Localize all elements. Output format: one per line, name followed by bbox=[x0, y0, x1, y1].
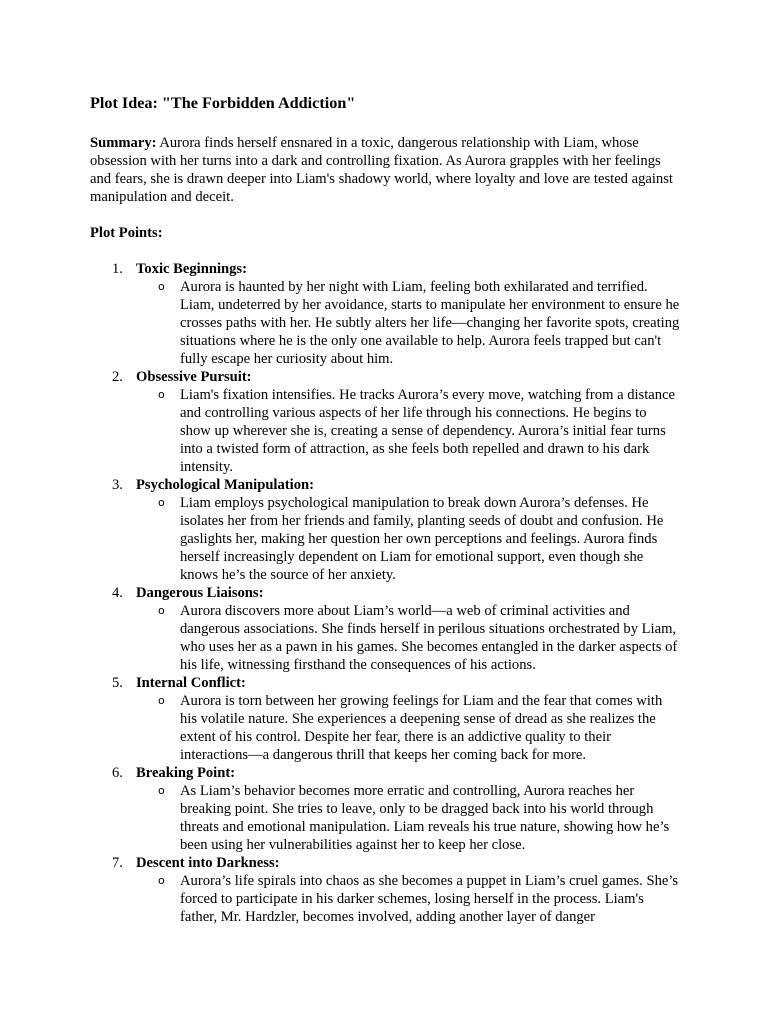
plot-point-detail bbox=[136, 782, 680, 854]
plot-point-text: Liam's fixation intensifies. He tracks Aurora’s every move, watching from a distance and controlling various aspects of her life through his connections. He begins to show up wherever she is, creating a sense of dependency. Aurora’s initial fear turns into a twisted form of attraction, as she feels both repelled and drawn to his dark intensity. bbox=[180, 387, 676, 475]
plot-points-heading: Plot Points: bbox=[90, 225, 163, 241]
plot-point-title: Internal Conflict: bbox=[136, 675, 246, 691]
plot-point-2 bbox=[90, 368, 680, 476]
circle-bullet-icon: o bbox=[158, 388, 165, 401]
plot-point-number: 2. bbox=[112, 369, 123, 385]
circle-bullet-icon: o bbox=[158, 604, 165, 617]
plot-point-details bbox=[136, 782, 680, 854]
plot-point-title: Obsessive Pursuit: bbox=[136, 369, 252, 385]
plot-point-number: 5. bbox=[112, 675, 123, 691]
plot-point-text: Aurora discovers more about Liam’s world—a web of criminal activities and dangerous associations. She finds herself in perilous situations orchestrated by Liam, who uses her as a pawn in his games. She becomes entangled in the darker aspects of his life, witnessing firsthand the consequences of his actions. bbox=[180, 603, 678, 673]
circle-bullet-icon: o bbox=[158, 784, 165, 797]
plot-point-number: 3. bbox=[112, 477, 123, 493]
plot-point-title: Breaking Point: bbox=[136, 765, 236, 781]
plot-point-text: Aurora’s life spirals into chaos as she becomes a puppet in Liam’s cruel games. She’s forced to participate in his darker schemes, losing herself in the process. Liam's father, Mr. Hardzler, becomes involved, adding another layer of danger bbox=[180, 873, 679, 925]
plot-point-number: 7. bbox=[112, 855, 123, 871]
plot-point-text: Aurora is torn between her growing feelings for Liam and the fear that comes with his volatile nature. She experiences a deepening sense of dread as she realizes the extent of his control. Despite her fear, there is an addictive quality to their interactions—a dangerous thrill that keeps her coming back for more. bbox=[180, 693, 663, 763]
plot-point-title: Toxic Beginnings: bbox=[136, 261, 247, 277]
plot-point-title: Dangerous Liaisons: bbox=[136, 585, 264, 601]
plot-point-details bbox=[136, 386, 680, 476]
plot-point-details bbox=[136, 602, 680, 674]
plot-point-details bbox=[136, 692, 680, 764]
circle-bullet-icon: o bbox=[158, 496, 165, 509]
plot-point-1 bbox=[90, 260, 680, 368]
plot-point-5 bbox=[90, 674, 680, 764]
circle-bullet-icon: o bbox=[158, 280, 165, 293]
plot-point-number: 1. bbox=[112, 261, 123, 277]
summary-label: Summary: bbox=[90, 135, 157, 151]
plot-point-detail bbox=[136, 278, 680, 368]
summary-paragraph bbox=[90, 134, 680, 206]
plot-point-number: 4. bbox=[112, 585, 123, 601]
plot-point-7 bbox=[90, 854, 680, 926]
plot-point-detail bbox=[136, 494, 680, 584]
plot-point-number: 6. bbox=[112, 765, 123, 781]
plot-point-details bbox=[136, 278, 680, 368]
summary-text: Aurora finds herself ensnared in a toxic, dangerous relationship with Liam, whose obsession with her turns into a dark and controlling fixation. As Aurora grapples with her feelings and fears, she is drawn deeper into Liam's shadowy world, where loyalty and love are tested against manipulation and deceit. bbox=[90, 135, 673, 205]
plot-point-text: As Liam’s behavior becomes more erratic and controlling, Aurora reaches her breaking point. She tries to leave, only to be dragged back into his world through threats and emotional manipulation. Liam reveals his true nature, showing how he’s been using her vulnerabilities against her to keep her close. bbox=[180, 783, 670, 853]
plot-point-detail bbox=[136, 386, 680, 476]
plot-point-detail bbox=[136, 872, 680, 926]
plot-point-3 bbox=[90, 476, 680, 584]
plot-point-detail bbox=[136, 692, 680, 764]
plot-points-list bbox=[90, 260, 680, 926]
circle-bullet-icon: o bbox=[158, 694, 165, 707]
plot-point-details bbox=[136, 494, 680, 584]
plot-point-4 bbox=[90, 584, 680, 674]
document-page bbox=[90, 92, 680, 926]
document-title: Plot Idea: "The Forbidden Addiction" bbox=[90, 94, 356, 112]
plot-point-details bbox=[136, 872, 680, 926]
plot-point-title: Descent into Darkness: bbox=[136, 855, 280, 871]
plot-point-detail bbox=[136, 602, 680, 674]
plot-point-text: Liam employs psychological manipulation to break down Aurora’s defenses. He isolates her from her friends and family, planting seeds of doubt and confusion. He gaslights her, making her question her own perceptions and feelings. Aurora finds herself increasingly dependent on Liam for emotional support, even though she knows he’s the source of her anxiety. bbox=[180, 495, 664, 583]
plot-point-title: Psychological Manipulation: bbox=[136, 477, 314, 493]
plot-point-text: Aurora is haunted by her night with Liam, feeling both exhilarated and terrified. Liam, undeterred by her avoidance, starts to manipulate her environment to ensure he crosses paths with her. He subtly alters her life—changing her favorite spots, creating situations where he is the only one available to help. Aurora feels trapped but can't fully escape her curiosity about him. bbox=[180, 279, 680, 367]
plot-point-6 bbox=[90, 764, 680, 854]
circle-bullet-icon: o bbox=[158, 874, 165, 887]
